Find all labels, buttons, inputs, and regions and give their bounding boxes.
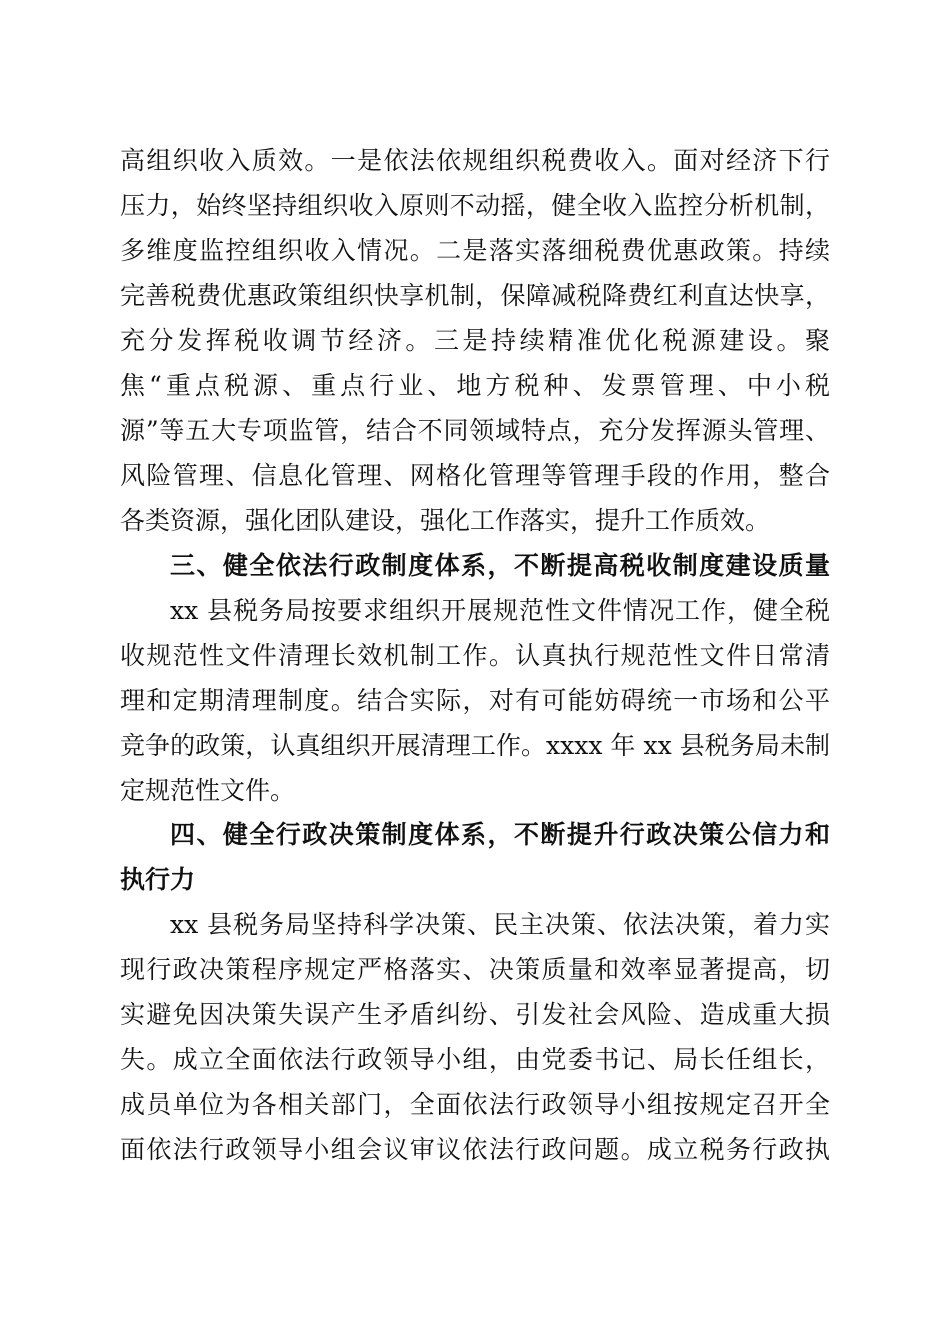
body-text-line: 源”等五大专项监管，结合不同领域特点，充分发挥源头管理、	[120, 416, 830, 445]
body-text-line: 现行政决策程序规定严格落实、决策质量和效率显著提高，切	[120, 955, 830, 984]
body-text-line: 面依法行政领导小组会议审议依法行政问题。成立税务行政执	[120, 1135, 830, 1164]
body-text-line: 成员单位为各相关部门，全面依法行政领导小组按规定召开全	[120, 1090, 830, 1119]
section-heading-4-continued: 执行力	[120, 865, 196, 894]
body-text-line: 完善税费优惠政策组织快享机制，保障减税降费红利直达快享，	[120, 281, 830, 310]
body-text-line: 实避免因决策失误产生矛盾纠纷、引发社会风险、造成重大损	[120, 1000, 830, 1029]
section-heading-4: 四、健全行政决策制度体系，不断提升行政决策公信力和	[170, 820, 830, 849]
body-text-line: 竞争的政策，认真组织开展清理工作。xxxx 年 xx 县税务局未制	[120, 731, 830, 760]
body-text-line: 各类资源，强化团队建设，强化工作落实，提升工作质效。	[120, 506, 771, 535]
body-text-line: 理和定期清理制度。结合实际，对有可能妨碍统一市场和公平	[120, 686, 830, 715]
body-text-line: 失。成立全面依法行政领导小组，由党委书记、局长任组长，	[120, 1045, 830, 1074]
body-text-line: xx 县税务局坚持科学决策、民主决策、依法决策，着力实	[170, 910, 830, 939]
body-text-line: xx 县税务局按要求组织开展规范性文件情况工作，健全税	[170, 596, 830, 625]
body-text-line: 压力，始终坚持组织收入原则不动摇，健全收入监控分析机制，	[120, 191, 830, 220]
body-text-line: 风险管理、信息化管理、网格化管理等管理手段的作用，整合	[120, 461, 830, 490]
body-text-line: 充分发挥税收调节经济。三是持续精准优化税源建设。聚	[120, 326, 830, 355]
body-text-line: 高组织收入质效。一是依法依规组织税费收入。面对经济下行	[120, 146, 830, 175]
section-heading-3: 三、健全依法行政制度体系，不断提高税收制度建设质量	[170, 551, 830, 580]
body-text-line: 焦“重点税源、重点行业、地方税种、发票管理、中小税	[120, 371, 830, 400]
body-text-line: 多维度监控组织收入情况。二是落实落细税费优惠政策。持续	[120, 236, 830, 265]
body-text-line: 收规范性文件清理长效机制工作。认真执行规范性文件日常清	[120, 641, 830, 670]
body-text-line: 定规范性文件。	[120, 776, 296, 805]
